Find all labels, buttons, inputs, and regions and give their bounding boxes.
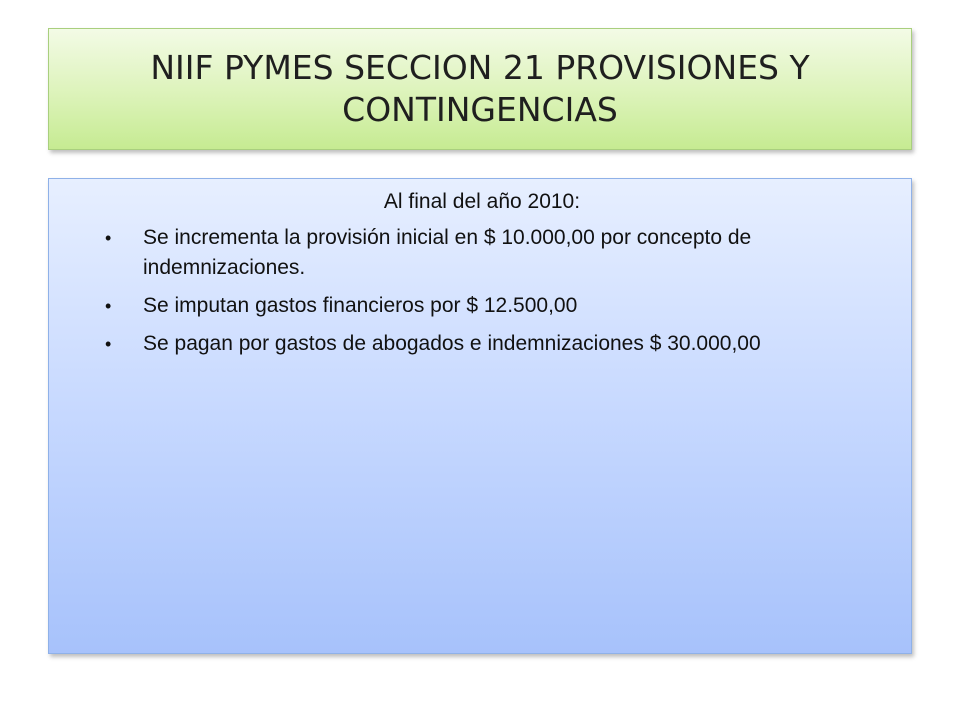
title-box xyxy=(48,28,912,150)
bullet-item xyxy=(93,329,871,359)
bullet-text: Se imputan gastos financieros por $ 12.500,00 xyxy=(143,294,578,317)
bullet-list xyxy=(93,223,871,359)
bullet-dot-icon: • xyxy=(105,228,112,248)
intro-text: Al final del año 2010: xyxy=(383,190,581,213)
content-box xyxy=(48,178,912,654)
slide-title: NIIF PYMES SECCION 21 PROVISIONES Y CONTINGENCIAS xyxy=(150,48,810,129)
bullet-item xyxy=(93,223,871,283)
bullet-dot-icon: • xyxy=(105,334,112,354)
bullet-dot-icon: • xyxy=(105,296,112,316)
bullet-text: Se incrementa la provisión inicial en $ 10.000,00 por concepto de indemnizaciones. xyxy=(143,226,752,279)
bullet-text: Se pagan por gastos de abogados e indemnizaciones $ 30.000,00 xyxy=(143,332,761,355)
bullet-item xyxy=(93,291,871,321)
